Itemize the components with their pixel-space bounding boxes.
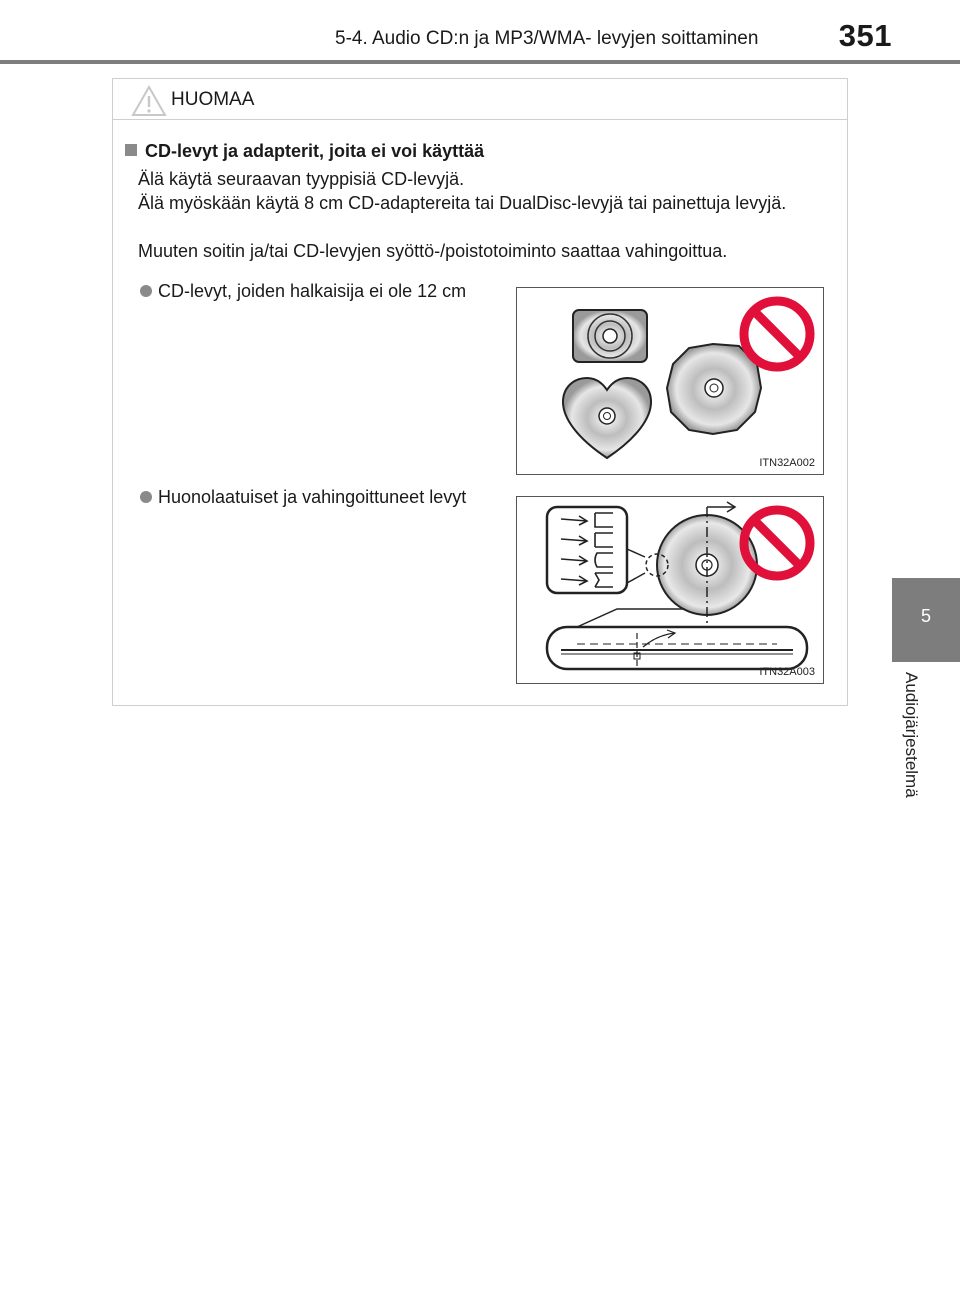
paragraph-1: Älä käytä seuraavan tyyppisiä CD-levyjä. [138, 169, 465, 189]
header-rule [0, 60, 960, 64]
heart-disc-icon [563, 378, 651, 458]
list-item-label: CD-levyt, joiden halkaisija ei ole 12 cm [158, 281, 467, 301]
figure-code: ITN32A002 [759, 457, 815, 469]
list-item [140, 281, 466, 302]
figure-code: ITN32A003 [759, 666, 815, 678]
notice-title: HUOMAA [171, 89, 255, 110]
edge-detail-callout [547, 507, 627, 593]
octagon-disc-icon [667, 344, 761, 434]
prohibition-icon [744, 510, 810, 576]
page-number: 351 [838, 18, 892, 53]
square-disc-icon [573, 310, 647, 362]
notice-header [113, 79, 847, 120]
damaged-disc-icon [646, 502, 757, 625]
warning-triangle-icon [131, 85, 167, 117]
damaged-discs-illustration [517, 497, 824, 684]
list-item-label: Huonolaatuiset ja vahingoittuneet levyt [158, 487, 467, 507]
side-tab [892, 578, 960, 662]
paragraph-2: Älä myöskään käytä 8 cm CD-adaptereita tai DualDisc-levyjä tai painettuja levyjä. [138, 193, 787, 213]
circle-bullet-icon [140, 491, 152, 503]
list-item [140, 487, 466, 508]
section-title-text: CD-levyt ja adapterit, joita ei voi käyttää [145, 141, 485, 161]
section-title [125, 141, 484, 162]
odd-shaped-discs-illustration [517, 288, 824, 475]
figure-odd-shaped-discs [516, 287, 824, 475]
figure-damaged-discs [516, 496, 824, 684]
side-tab-number: 5 [920, 606, 931, 626]
side-tab-label: Audiojärjestelmä [902, 672, 921, 798]
paragraph-3: Muuten soitin ja/tai CD-levyjen syöttö-/poistotoiminto saattaa vahingoittua. [138, 241, 728, 261]
header-title: 5-4. Audio CD:n ja MP3/WMA- levyjen soittaminen [335, 28, 759, 49]
circle-bullet-icon [140, 285, 152, 297]
square-bullet-icon [125, 144, 137, 156]
prohibition-icon [744, 301, 810, 367]
disc-cross-section [547, 609, 807, 669]
notice-box [112, 78, 848, 706]
